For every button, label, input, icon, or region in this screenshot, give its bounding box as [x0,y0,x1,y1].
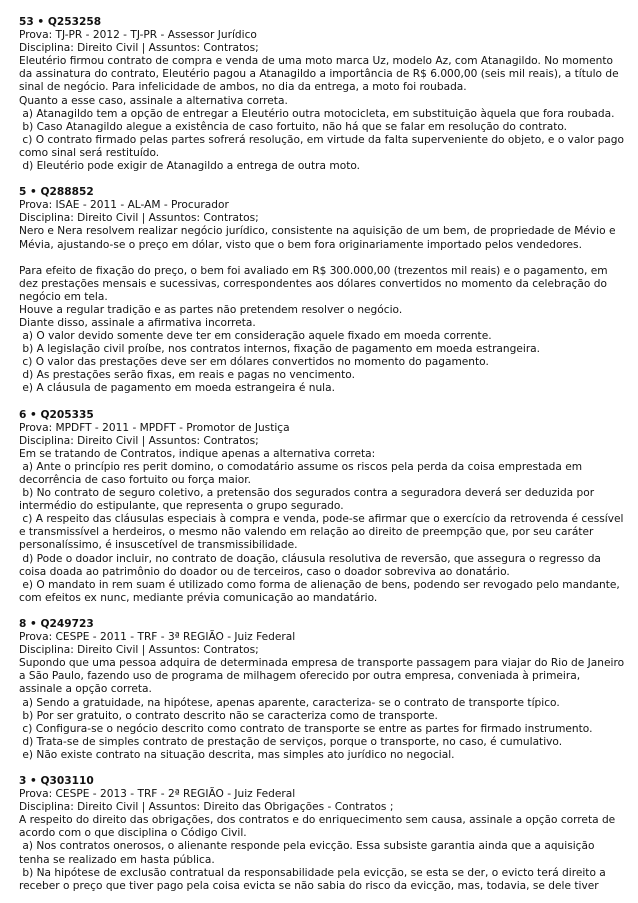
question-subject: Disciplina: Direito Civil | Assuntos: Direito das Obrigações - Contratos ; [19,801,394,814]
question-block [19,618,626,762]
answer-option: e) A cláusula de pagamento em moeda estrangeira é nula. [19,382,335,395]
question-statement: Houve a regular tradição e as partes não pretendem resolver o negócio. [19,303,403,316]
question-exam: Prova: ISAE - 2011 - AL-AM - Procurador [19,199,229,212]
question-subject: Disciplina: Direito Civil | Assuntos: Contratos; [19,434,259,447]
question-exam: Prova: CESPE - 2013 - TRF - 2ª REGIÃO - Juiz Federal [19,788,296,801]
answer-option: c) O valor das prestações deve ser em dólares convertidos no momento do pagamento. [19,356,489,369]
answer-option: c) Configura-se o negócio descrito como contrato de transporte se entre as partes for firmado instrumento. [19,722,593,735]
question-statement: Supondo que uma pessoa adquira de determinada empresa de transporte passagem para viajar do Rio de Janeiro a São Paulo, fazendo uso de programa de milhagem oferecido por outra empresa, conveniada à primeira, assinale a opção correta. [19,657,628,696]
question-header: 6 • Q205335 [19,408,94,421]
question-header: 8 • Q249723 [19,617,94,630]
question-header: 5 • Q288852 [19,186,94,199]
question-exam: Prova: TJ-PR - 2012 - TJ-PR - Assessor Jurídico [19,29,257,42]
question-exam: Prova: CESPE - 2011 - TRF - 3ª REGIÃO - Juiz Federal [19,631,296,644]
answer-option: e) O mandato in rem suam é utilizado como forma de alienação de bens, podendo ser revogado pelo mandante, com efeitos ex nunc, mediante prévia comunicação ao mandatário. [19,578,624,604]
answer-option: d) As prestações serão fixas, em reais e pagas no vencimento. [19,369,355,382]
answer-option: a) O valor devido somente deve ter em consideração aquele fixado em moeda corrente. [19,330,492,343]
question-statement: A respeito do direito das obrigações, dos contratos e do enriquecimento sem causa, assinale a opção correta de acordo com o que disciplina o Código Civil. [19,814,619,840]
question-block [19,409,626,605]
answer-option: d) Pode o doador incluir, no contrato de doação, cláusula resolutiva de reversão, que assegura o regresso da coisa doada ao patrimônio do doador ou de terceiros, caso o doador sobreviva ao donatário. [19,552,605,578]
question-exam: Prova: MPDFT - 2011 - MPDFT - Promotor de Justiça [19,421,290,434]
answer-option: b) Na hipótese de exclusão contratual da responsabilidade pela evicção, se esta se der, o evicto terá direito a receber o preço que tiver pago pela coisa evicta se não sabia do risco da evicção, mas, todavia, se dele tiver [19,866,610,892]
answer-option: c) O contrato firmado pelas partes sofrerá resolução, em virtude da falta superveniente do objeto, e o valor pago como sinal será restituído. [19,133,628,159]
question-block [19,775,626,893]
answer-option: a) Sendo a gratuidade, na hipótese, apenas aparente, caracteriza- se o contrato de transporte típico. [19,696,560,709]
answer-option: d) Trata-se de simples contrato de prestação de serviços, porque o transporte, no caso, é cumulativo. [19,735,563,748]
question-command: Quanto a esse caso, assinale a alternativa correta. [19,94,288,107]
question-subject: Disciplina: Direito Civil | Assuntos: Contratos; [19,644,259,657]
answer-option: b) Caso Atanagildo alegue a existência de caso fortuito, não há que se falar em resolução do contrato. [19,120,568,133]
question-statement: Eleutério firmou contrato de compra e venda de uma moto marca Uz, modelo Az, com Atanagildo. No momento da assinatura do contrato, Eleutério pagou a Atanagildo a importância de R$ 6.000,00 (seis mil reais), a título de sinal de negócio. Para infelicidade de ambos, no dia da entrega, a moto foi roubada. [19,55,623,94]
question-header: 3 • Q303110 [19,774,94,787]
answer-option: e) Não existe contrato na situação descrita, mas simples ato jurídico no negocial. [19,748,455,761]
answer-option: b) No contrato de seguro coletivo, a pretensão dos segurados contra a seguradora deverá ser deduzida por intermédio do estipulante, que representa o grupo segurado. [19,487,598,513]
paragraph-gap [19,252,626,265]
question-statement: Para efeito de fixação do preço, o bem foi avaliado em R$ 300.000,00 (trezentos mil reais) e o pagamento, em dez prestações mensais e sucessivas, correspondentes aos dólares convertidos no momento da celebração do negócio em tela. [19,264,611,303]
question-statement: Nero e Nera resolvem realizar negócio jurídico, consistente na aquisição de um bem, de propriedade de Mévio e Mévia, ajustando-se o preço em dólar, visto que o bem fora originariamente importado pelos vendedores. [19,225,619,251]
question-block [19,186,626,395]
question-subject: Disciplina: Direito Civil | Assuntos: Contratos; [19,42,259,55]
answer-option: c) A respeito das cláusulas especiais à compra e venda, pode-se afirmar que o exercício da retrovenda é cessível e transmissível a herdeiros, o mesmo não valendo em relação ao direito de preempção que, por seu caráter personalíssimo, é insuscetível de transmissibilidade. [19,513,627,552]
answer-option: b) Por ser gratuito, o contrato descrito não se caracteriza como de transporte. [19,709,438,722]
answer-option: d) Eleutério pode exigir de Atanagildo a entrega de outra moto. [19,160,361,173]
question-subject: Disciplina: Direito Civil | Assuntos: Contratos; [19,212,259,225]
question-header: 53 • Q253258 [19,16,102,28]
question-command: Diante disso, assinale a afirmativa incorreta. [19,316,256,329]
answer-option: a) Ante o princípio res perit domino, o comodatário assume os riscos pela perda da coisa emprestada em decorrência de caso fortuito ou força maior. [19,460,586,486]
answer-option: a) Nos contratos onerosos, o alienante responde pela evicção. Essa subsiste garantia ainda que a aquisição tenha se realizado em hasta pública. [19,840,598,866]
answer-option: a) Atanagildo tem a opção de entregar a Eleutério outra motocicleta, em substituição àquela que fora roubada. [19,107,615,120]
question-block [19,16,626,173]
answer-option: b) A legislação civil proíbe, nos contratos internos, fixação de pagamento em moeda estrangeira. [19,343,541,356]
question-command: Em se tratando de Contratos, indique apenas a alternativa correta: [19,447,376,460]
